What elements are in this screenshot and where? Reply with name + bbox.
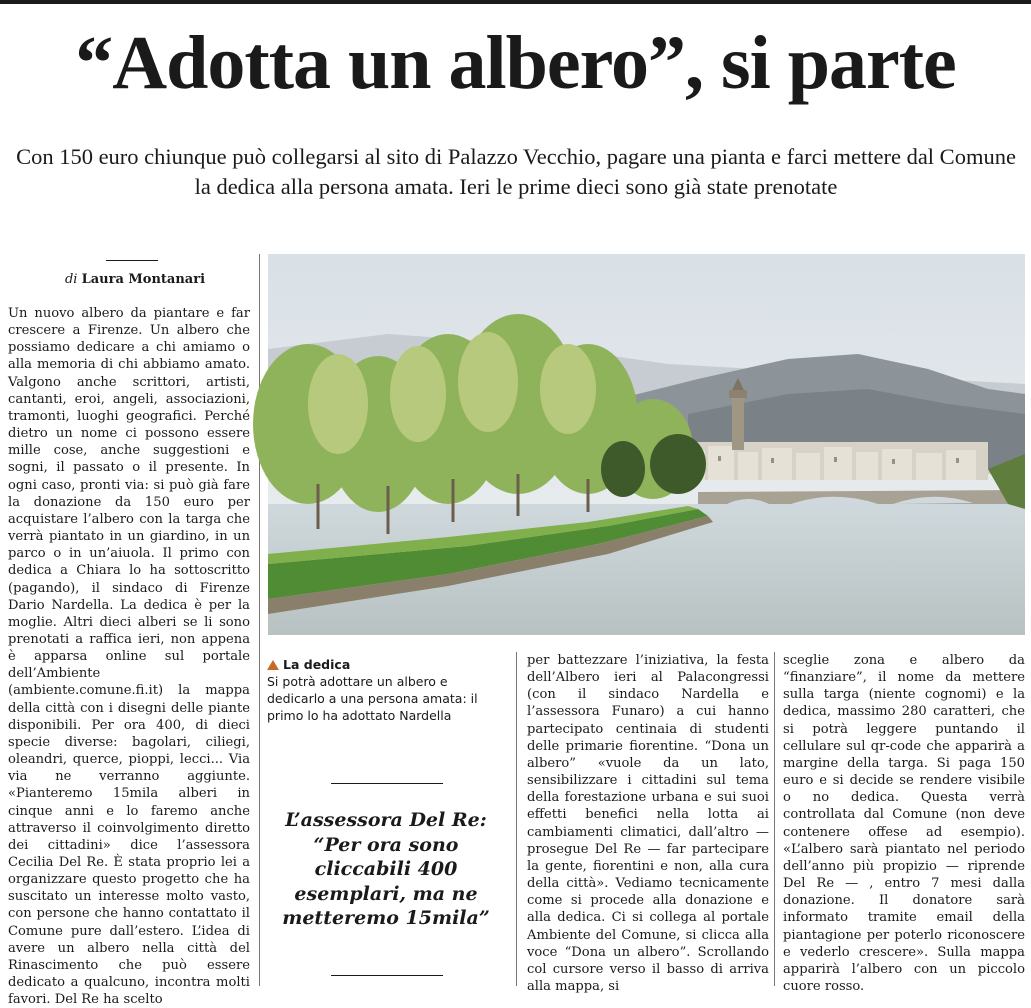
quote-rule-top — [331, 783, 443, 784]
article-column-3: sceglie zona e albero da “finanziare”, il nome da mettere sulla targa (niente cognomi) e la dedica, massimo 280 caratteri, che si potrà leggere puntando il cellulare sul qr-code che apparirà a margine della targa. Si paga 150 euro e si decide se rendere visibile o no dedica. Questa verrà controllata dal Comune (non deve contenere offese ad esempio). «L’albero sarà piantato nel periodo dell’anno più propizio — riprende Del Re — , entro 7 mesi dalla donazione. Il donatore sarà informato tramite email della piantagione per poterlo riconoscere e vederlo crescere». Sulla mappa apparirà l’albero con un piccolo cuore rosso. — [783, 653, 1025, 994]
author-name: Laura Montanari — [81, 272, 206, 287]
subheadline: Con 150 euro chiunque può collegarsi al sito di Palazzo Vecchio, pagare una pianta e farci mettere dal Comune la dedica alla persona amata. Ieri le prime dieci sono già state prenotate — [16, 144, 1016, 199]
byline — [10, 272, 260, 287]
article-column-1: Un nuovo albero da piantare e far crescere a Firenze. Un albero che possiamo dedicare a chi amiamo o alla memoria di chi abbiamo amato. Valgono anche scrittori, artisti, cantanti, eroi, angeli, associazioni, tramonti, luoghi geografici. Perché dietro un nome ci possono essere mille cose, anche suggestioni e sogni, il passato o il presente. In ogni caso, pronti via: si può già fare la donazione da 150 euro per acquistare l’albero con la targa che verrà piantato in un giardino, in un parco o in un’aiuola. Il primo con dedica a Chiara lo ha sottoscritto (pagando), il sindaco di Firenze Dario Nardella. La dedica è per la moglie. Altri dieci alberi se li sono prenotati a raffica ieri, non appena è apparsa online sul portale dell’Ambiente (ambiente.comune.fi.it) la mappa della città con i disegni delle piante disponibili. Per ora 400, di dieci specie diverse: bagolari, ciliegi, oleandri, querce, pioppi, lecci... Via via ne verranno aggiunte. «Pianteremo 15mila alberi in cinque anni e lo faremo anche attraverso il coinvolgimento diretto dei cittadini» dice l’assessora Cecilia Del Re. È stata proprio lei a organizzare questo progetto che ha suscitato un interesse molto vasto, con persone che hanno contattato il Comune pure dall’estero. L’idea di avere un albero nella città del Rinascimento che può essere dedicato a qualcuno, incontra molti favori. Del Re ha scelto — [8, 306, 250, 1008]
column-divider — [516, 652, 517, 986]
article-column-2: per battezzare l’iniziativa, la festa dell’Albero ieri al Palacongressi (con il sindaco Nardella e l’assessora Funaro) a cui hanno partecipato centinaia di studenti delle primarie fiorentine. “Dona un albero” «vuole da un lato, sensibilizzare i cittadini sul tema della forestazione urbana e sui suoi effetti benefici nella lotta ai cambiamenti climatici, dall’altro — prosegue Del Re — far partecipare la gente, fiorentini e non, alla cura della città». Vediamo tecnicamente come si procede alla donazione e alla dedica. Ci si collega al portale Ambiente del Comune, si clicca alla voce “Dona un albero”. Scrollando col cursore verso il basso di arriva alla mappa, si — [527, 653, 769, 994]
photo-caption — [267, 656, 507, 724]
quote-rule-bottom — [331, 975, 443, 976]
caption-text: Si potrà adottare un albero e dedicarlo a una persona amata: il primo lo ha adottato Nardella — [267, 674, 478, 723]
florence-arno-river-photo — [268, 254, 1025, 635]
top-border — [0, 0, 1031, 4]
column-divider — [259, 254, 260, 986]
column-divider — [774, 652, 775, 986]
article-photo — [268, 254, 1025, 635]
caption-title: La dedica — [283, 657, 351, 672]
headline: “Adotta un albero”, si parte — [75, 21, 956, 105]
byline-prefix: di — [64, 272, 78, 287]
byline-rule — [106, 260, 158, 261]
pull-quote: L’assessora Del Re: “Per ora sono cliccabili 400 esemplari, ma ne metteremo 15mila” — [282, 809, 490, 929]
triangle-icon — [267, 660, 279, 670]
